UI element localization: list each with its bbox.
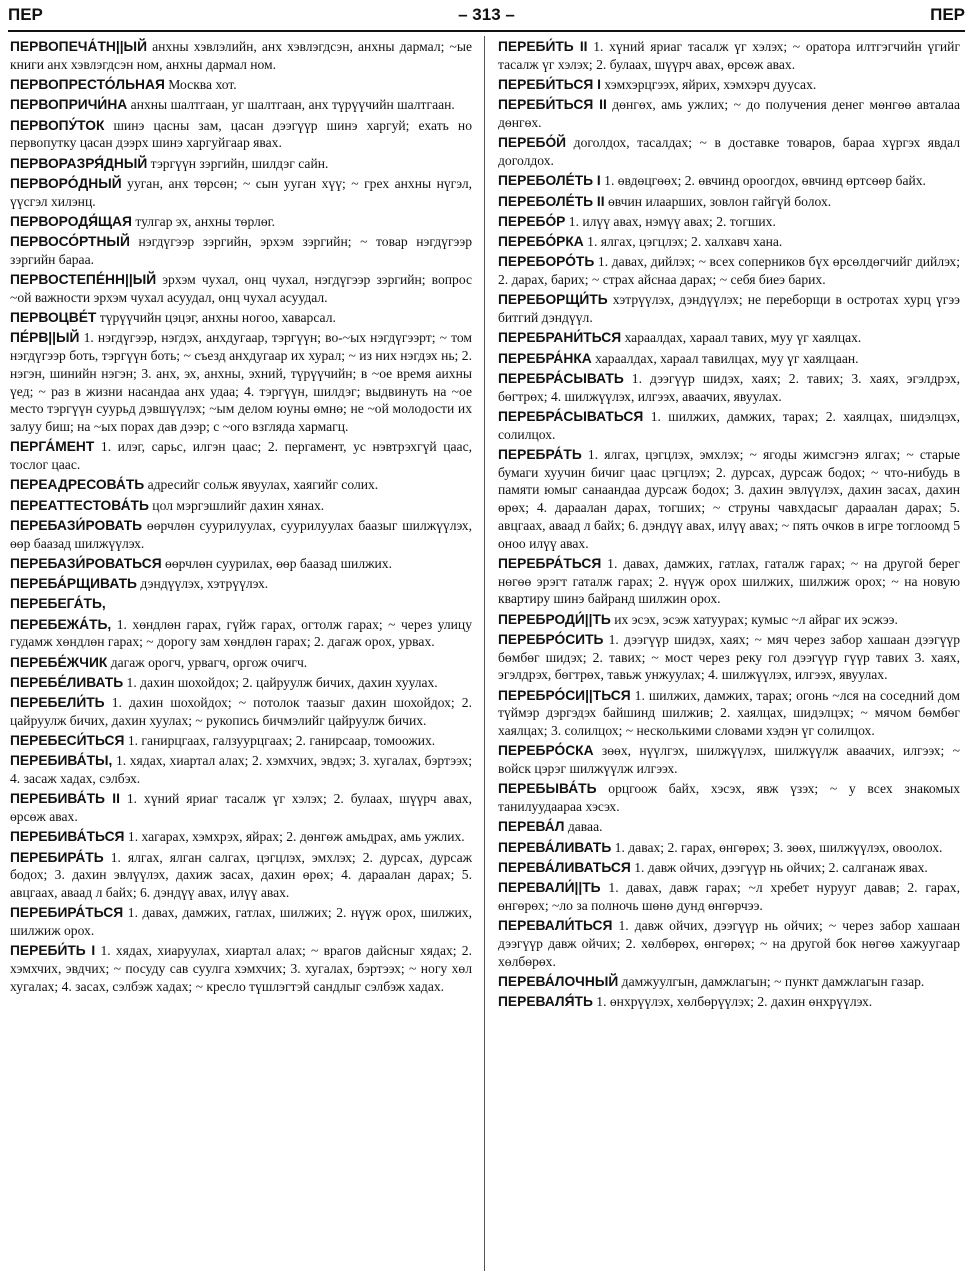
entry-headword: ПЕРВОПРЕСТО́ЛЬНАЯ (10, 77, 165, 92)
entry-definition: Москва хот. (168, 77, 237, 92)
entry-headword: ПЕРВОРОДЯ́ЩАЯ (10, 213, 132, 229)
entry-headword: ПЕРГА́МЕНТ (10, 439, 95, 455)
dictionary-entry (10, 38, 472, 74)
entry-headword: ПЕРЕБРА́СЫВАТЬ (498, 370, 624, 386)
entry-headword: ПЕРЕБРО́СИ||ТЬСЯ (498, 687, 631, 703)
dictionary-entry (498, 742, 960, 778)
dictionary-entry (10, 233, 472, 269)
page-number: – 313 – (458, 5, 515, 24)
dictionary-entry (498, 408, 960, 444)
entry-definition: 1. давах, дийлэх; ~ всех соперников бүх өрсөлдөгчийг дийлэх; 2. дарах, барих; ~ страх айснаа дарах; ~ себя биеэ барих. (498, 254, 960, 287)
entry-headword: ПЕРЕБЕЖА́ТЬ, (10, 616, 112, 632)
entry-definition: 1. давах, давж гарах; ~л хребет нурууг давав; 2. гарах, өнгөрөх; ~ло за полночь шөнө дунд өнгөрчээ. (498, 880, 960, 913)
dictionary-entry (498, 350, 960, 368)
entry-headword: ПЕРЕБЕЛИ́ТЬ (10, 695, 105, 710)
entry-headword: ПЕРЕБРОДИ́||ТЬ (498, 611, 611, 627)
entry-definition: шинэ цасны зам, цасан дээгүүр шинэ харгуй; ехать но первопутку цасан дээрх шинэ харгуйгаар явах. (10, 117, 472, 151)
entry-definition: 1. давах; 2. гарах, өнгөрөх; 3. зөөх, шилжүүлэх, овоолох. (614, 839, 943, 855)
entry-definition: зөөх, нүүлгэх, шилжүүлэх, шилжүүлж аваачих, илгээх; ~ войск цэрэг шилжүүлж илгээх. (498, 743, 960, 776)
entry-definition: хэтрүүлэх, дэндүүлэх; не переборщи в остротах хурц үгээ битгий дэндүүл. (498, 292, 960, 325)
entry-headword: ПЕРЕБО́РКА (498, 234, 584, 249)
entry-headword: ПЕРЕБО́Р (498, 213, 566, 229)
entry-definition: 1. дээгүүр шидэх, хаях; 2. тавих; 3. хаях, эгэлдрэх, бөгтрөх; 4. шилжүүлэх, илгээх, аваачих, явуулах. (498, 370, 960, 404)
entry-definition: ууган, анх төрсөн; ~ сын ууган хүү; ~ грех анхны нүгэл, үүсгэл хилэнц. (10, 175, 472, 209)
dictionary-entry (498, 193, 960, 211)
entry-headword: ПЕРЕБИВА́ТЬСЯ (10, 829, 125, 845)
entry-definition: 1. шилжих, дамжих, тарах; огонь ~лся на соседний дом түймэр дэргэдэх байшинд шилжив; 2. хаялцах, шидэлцэх; ~ мячом бөмбөг хаялцах; 3. солилцох; ~ несколькими словами хэдэн үг солилцох. (498, 687, 960, 738)
entry-definition: өөрчлөн суурилуулах, суурилуулах баазыг шилжүүлэх, өөр баазад шилжүүлэх. (10, 517, 473, 551)
dictionary-entry (498, 780, 960, 816)
entry-definition: хараалдах, хараал тавих, муу үг хаялцах. (624, 330, 862, 346)
entry-headword: ПЕРВОПРИЧИ́НА (10, 97, 128, 113)
dictionary-entry (10, 849, 472, 902)
entry-definition: дөнгөх, амь ужлих; ~ до получения денег мөнгөө авталаа дөнгөх. (498, 97, 960, 130)
dictionary-entry (10, 575, 472, 593)
entry-headword: ПЕРЕБЫВА́ТЬ (498, 781, 597, 797)
entry-definition: цол мэргэшлийг дахин хянах. (152, 497, 325, 513)
entry-definition: 1. давах, дамжих, гатлах, шилжих; 2. нүүж орох, шилжих, шилжиж орох. (10, 905, 472, 938)
entry-headword: ПЕРЕБЕГА́ТЬ, (10, 596, 106, 612)
dictionary-entry (498, 555, 960, 608)
entry-headword: ПЕРВОРО́ДНЫЙ (10, 175, 122, 191)
entry-headword: ПЕРЕБРО́СИТЬ (498, 631, 604, 647)
dictionary-entry (498, 993, 960, 1011)
entry-headword: ПЕРЕВАЛИ́||ТЬ (498, 880, 601, 895)
entry-definition: анхны хэвлэлийн, анх хэвлэгдсэн, анхны дармал; ~ые книги анх хэвлэгдсэн ном, анхны дармал ном. (10, 39, 472, 72)
entry-definition: 1. давж ойчих, дээгүүр нь ойчих; 2. салганаж явах. (634, 859, 928, 875)
entry-definition: түрүүчийн цэцэг, анхны ногоо, хаварсал. (99, 310, 336, 325)
entry-headword: ПЕРЕБИВА́ТЫ, (10, 753, 113, 769)
dictionary-entry (498, 370, 960, 406)
dictionary-entry (498, 134, 960, 170)
entry-headword: ПЕРЕБРА́ТЬ (498, 446, 582, 462)
entry-definition: 1. ганирцгаах, галзуурцгаах; 2. ганирсаар, томоожих. (127, 733, 436, 748)
entry-definition: 1. дахин шохойдох; 2. цайруулж бичих, дахин хуулах. (126, 674, 438, 690)
entry-definition: доголдох, тасалдах; ~ в доставке товаров, бараа хүргэх явдал доголдох. (498, 135, 960, 168)
dictionary-entry (10, 117, 472, 153)
entry-definition: 1. илэг, сарьс, илгэн цаас; 2. пергамент, ус нэвтрэхгүй цаас, тослог цаас. (10, 439, 473, 472)
entry-definition: анхны шалтгаан, уг шалтгаан, анх түрүүчийн шалтгаан. (130, 97, 455, 113)
dictionary-entry (10, 517, 472, 553)
entry-headword: ПЕРВОСТЕПЕ́НН||ЫЙ (10, 272, 157, 287)
dictionary-entry (10, 904, 472, 940)
dictionary-entry (498, 611, 960, 629)
header-right-guide-word: ПЕР (930, 5, 965, 24)
entry-definition: 1. хядах, хиаруулах, хиартал алах; ~ врагов дайсныг хядах; 2. хэмхчих, эвдчих; ~ посуду сав суулга хэмхчих; 3. хугалах, бэртээх; ~ ногу хөл хугалах; 4. засах, сэлбэж хадах; ~ кресло түшлэгтэй сандлыг сэлбэж хадах. (10, 943, 472, 994)
dictionary-entry (10, 732, 472, 750)
entry-headword: ПЕРЕБРО́СКА (498, 743, 594, 759)
entry-headword: ПЕРЕБРА́СЫВАТЬСЯ (498, 408, 644, 424)
entry-definition: 1. хядах, хиартал алах; 2. хэмхчих, эвдэх; 3. хугалах, бэртээх; 4. засаж хадах, сэлбэх. (10, 753, 472, 786)
entry-headword: ПЕРЕБАЗИ́РОВАТЬ (10, 517, 143, 533)
entry-definition: адресийг сольж явуулах, хаягийг солих. (147, 477, 379, 493)
entry-headword: ПЕРЕВА́ЛИВАТЬ (498, 839, 612, 855)
entry-definition: 1. хүний яриаг тасалж үг хэлэх; ~ оратора илтгэгчийн үгийг тасалж үг хэлэх; 2. булаах, шүүрч авах, өрсөж авах. (498, 39, 961, 72)
dictionary-entry (498, 213, 960, 231)
entry-headword: ПЕРЕВАЛИ́ТЬСЯ (498, 918, 613, 933)
entry-headword: ПЕРВОСО́РТНЫЙ (10, 234, 130, 249)
entry-headword: ПЕРЕБИРА́ТЬСЯ (10, 905, 124, 921)
header-left-guide-word: ПЕР (8, 5, 43, 24)
entry-headword: ПЕРЕБАЗИ́РОВАТЬСЯ (10, 555, 162, 571)
entry-definition: их эсэх, эсэж хатуурах; кумыс ~л айраг их эсжээ. (614, 611, 898, 627)
dictionary-entry (10, 595, 472, 613)
entry-definition: хэмхэрцгээх, яйрих, хэмхэрч дуусах. (604, 77, 817, 92)
dictionary-entry (10, 497, 472, 515)
entry-headword: ПЕРЕБОЛЕ́ТЬ I (498, 173, 601, 189)
dictionary-entry (10, 828, 472, 846)
dictionary-entry (10, 752, 472, 788)
dictionary-entry (498, 859, 960, 877)
left-column (10, 38, 472, 998)
dictionary-entry (10, 476, 472, 494)
entry-headword: ПЕРЕБА́РЩИВАТЬ (10, 576, 137, 591)
dictionary-entry (498, 233, 960, 251)
dictionary-entry (498, 687, 960, 740)
dictionary-entry (10, 694, 472, 730)
entry-headword: ПЕРЕВА́ЛИВАТЬСЯ (498, 859, 631, 875)
entry-headword: ПЕРВОПЕЧА́ТН||ЫЙ (10, 39, 147, 54)
entry-definition: 1. нэгдүгээр, нэгдэх, анхдугаар, тэргүүн; во-~ых нэгдүгээрт; ~ том нэгдүгээр боть, тэргүүн боть; ~ съезд анхдугаар их хурал; ~ из них нэгдэх нь; 2. нэгэн, шинийн нэгэн; 3. анх, эх, анхны, эхний, түрүүчийн; в ~ое время аихны үед; ~ раз в жизни насандаа анх удаа; 4. тэргүүн, шилдэг; выдвинуть на ~ое место тэргүүн суурьд дэвшүүлэх; ~ым делом юуны өмнө; не ~ой молодости их залуу биш; на ~ых порах дав дээр; с ~ого взгляда хармагц. (10, 330, 472, 434)
entry-headword: ПЕРЕБОРЩИ́ТЬ (498, 292, 608, 308)
entry-headword: ПЕРЕАДРЕСОВА́ТЬ (10, 477, 145, 493)
dictionary-entry (10, 942, 472, 995)
dictionary-entry (498, 839, 960, 857)
entry-headword: ПЕРВОЦВЕ́Т (10, 310, 97, 325)
entry-headword: ПЕРЕБИ́ТЬ II (498, 39, 588, 54)
dictionary-entry (498, 38, 960, 74)
entry-headword: ПЕРЕБОЛЕ́ТЬ II (498, 193, 605, 209)
entry-definition: 1. давж ойчих, дээгүүр нь ойчих; ~ через забор хашаан дээгүүр давж ойчих; 2. хөлбөрөх, өнгөрөх; ~ на другой бок нөгөө хажуугаар хөлбөрөх. (498, 918, 960, 969)
entry-definition: 1. хагарах, хэмхрэх, яйрах; 2. дөнгөж амьдрах, амь ужлих. (127, 829, 465, 845)
entry-headword: ПЕРЕБО́Й (498, 135, 567, 151)
dictionary-entry (498, 172, 960, 190)
entry-definition: 1. өвдөцгөөх; 2. өвчинд ороогдох, өвчинд өртсөөр байх. (604, 173, 926, 189)
column-divider (484, 36, 485, 1271)
entry-definition: дамжуулгын, дамжлагын; ~ пункт дамжлагын газар. (621, 973, 925, 989)
dictionary-entry (498, 917, 960, 970)
entry-headword: ПЕРВОРАЗРЯ́ДНЫЙ (10, 155, 148, 171)
entry-headword: ПЕРЕБОРО́ТЬ (498, 254, 595, 270)
entry-headword: ПЕРВОПУ́ТОК (10, 117, 105, 133)
entry-definition: 1. ялгах, ялган салгах, цэгцлэх, эмхлэх; 2. дурсах, дурсаж бодох; 3. дахин эвлүүлэх, дахиж засах, дахин өрөх; 4. дараалан дарах; 5. авцгаах, аваад л байх; 6. дэндүү авах, илүү авах. (10, 849, 473, 900)
dictionary-entry (10, 438, 472, 474)
entry-definition: 1. дээгүүр шидэх, хаях; ~ мяч через забор хашаан дээгүүр бөмбөг шидэх; 2. тавих; ~ мост через реку гол дээгүүр гүүр тавих 3. хаях, эгэлдрэх, бөгтрөх, тавьж унжуулах; 4. шилжүүлэх, илгээх, явуулах. (498, 631, 960, 683)
dictionary-entry (498, 329, 960, 347)
dictionary-entry (10, 76, 472, 94)
entry-headword: ПЕРЕБИ́ТЬ I (10, 943, 96, 959)
dictionary-entry (498, 96, 960, 132)
entry-definition: орцгоож байх, хэсэх, явж үзэх; ~ у всех знакомых танилуудаараа хэсэх. (498, 781, 960, 814)
entry-definition: нэгдүгээр зэргийн, эрхэм зэргийн; ~ товар нэгдүгээр зэргийн бараа. (10, 234, 472, 267)
entry-definition: дагаж орогч, урвагч, оргож очигч. (110, 654, 308, 670)
dictionary-entry (10, 155, 472, 173)
entry-definition: 1. хөндлөн гарах, гүйж гарах, огтолж гарах; ~ через улицу гудамж хөндлөн гарах; ~ дорогу зам хөндлөн гарах; 2. дагаж орох, урвах. (10, 616, 473, 650)
dictionary-entry (498, 631, 960, 684)
dictionary-entry (10, 654, 472, 672)
entry-headword: ПЕРЕВАЛЯ́ТЬ (498, 994, 593, 1009)
dictionary-entry (10, 96, 472, 114)
entry-definition: 1. шилжих, дамжих, тарах; 2. хаялцах, шидэлцэх, солилцох. (498, 408, 960, 442)
entry-headword: ПЕРЕБРА́НКА (498, 350, 592, 366)
dictionary-entry (498, 76, 960, 94)
dictionary-entry (498, 973, 960, 991)
dictionary-entry (10, 790, 472, 826)
entry-definition: 1. ялгах, цэгцлэх; 2. халхавч хана. (587, 234, 783, 249)
entry-definition: 1. дахин шохойдох; ~ потолок таазыг дахин шохойдох; 2. цайруулж бичих, дахин хуулах; ~ рукопись бичмэлийг цайруулж бичих. (10, 695, 472, 728)
entry-headword: ПЕРЕБЕ́ЖЧИК (10, 654, 108, 670)
dictionary-entry (10, 175, 472, 211)
dictionary-entry (10, 616, 472, 652)
entry-definition: 1. давах, дамжих, гатлах, гаталж гарах; ~ на другой берег нөгөө эрэгт гаталж гарах; 2. нүүж орох шилжих, шилжиж орох; ~ на новую квартиру шинэ байранд шилжин орох. (498, 555, 961, 607)
entry-definition: 1. хүний яриаг тасалж үг хэлэх; 2. булаах, шүүрч авах, өрсөж авах. (10, 791, 472, 824)
dictionary-entry (10, 309, 472, 327)
dictionary-entry (498, 818, 960, 836)
entry-definition: хараалдах, хараал тавилцах, муу үг хаялцаан. (595, 350, 859, 366)
dictionary-entry (498, 446, 960, 553)
entry-definition: өвчин илаарших, зовлон гайгүй болох. (607, 193, 832, 209)
entry-definition: тулгар эх, анхны төрлөг. (135, 213, 276, 229)
dictionary-entry (498, 253, 960, 289)
dictionary-entry (498, 291, 960, 327)
dictionary-entry (10, 674, 472, 692)
entry-definition: өөрчлөн суурилах, өөр баазад шилжих. (165, 555, 392, 571)
entry-headword: ПЕРЕВА́Л (498, 819, 565, 835)
entry-definition: 1. өнхрүүлэх, хөлбөрүүлэх; 2. дахин өнхрүүлэх. (596, 994, 873, 1009)
entry-headword: ПЕРЕБИ́ТЬСЯ I (498, 77, 601, 92)
entry-headword: ПЕРЕБРА́ТЬСЯ (498, 555, 602, 571)
entry-headword: ПЕРЕБИ́ТЬСЯ II (498, 97, 607, 113)
page-header (8, 2, 965, 32)
entry-definition: 1. илүү авах, нэмүү авах; 2. тогших. (568, 213, 776, 229)
entry-definition: тэргүүн зэргийн, шилдэг сайн. (150, 155, 329, 171)
entry-headword: ПЕРЕБИРА́ТЬ (10, 849, 104, 865)
entry-headword: ПЕРЕБЕСИ́ТЬСЯ (10, 733, 125, 748)
entry-definition: 1. ялгах, цэгцлэх, эмхлэх; ~ ягоды жимсгэнэ ялгах; ~ старые бумаги хуучин бичиг цаас цэгцлэх; 2. дурсах, дурсаж бодох; ~ что-нибудь в памяти юмыг санаандаа дурсаж бодох; 3. дахин эвлүүлэх, дахин засах, дахин өрөх; 4. дараалан дарах, тогших; ~ струны чавхдасыг дараалан дарах; 5. авцгаах, аваад л байх; 6. дэндүү авах, илүү авах; ~ пять очков в игре тоглоомд 5 оноо илүү авах. (498, 446, 960, 551)
entry-headword: ПЕРЕБРАНИ́ТЬСЯ (498, 330, 622, 346)
dictionary-entry (498, 879, 960, 915)
entry-headword: ПЕ́РВ||ЫЙ (10, 330, 80, 346)
entry-headword: ПЕРЕБЕ́ЛИВАТЬ (10, 674, 124, 690)
dictionary-entry (10, 271, 472, 307)
entry-headword: ПЕРЕБИВА́ТЬ II (10, 791, 120, 807)
entry-definition: эрхэм чухал, онц чухал, нэгдүгээр зэргийн; вопрос ~ой важности эрхэм чухал асуудал, онц чухал асуудал. (10, 272, 472, 305)
right-column (498, 38, 960, 1013)
entry-headword: ПЕРЕАТТЕСТОВА́ТЬ (10, 497, 149, 513)
dictionary-entry (10, 555, 472, 573)
dictionary-entry (10, 329, 472, 436)
entry-headword: ПЕРЕВА́ЛОЧНЫЙ (498, 973, 619, 989)
dictionary-entry (10, 213, 472, 231)
entry-definition: дэндүүлэх, хэтрүүлэх. (140, 576, 269, 591)
entry-definition: даваа. (567, 819, 603, 835)
